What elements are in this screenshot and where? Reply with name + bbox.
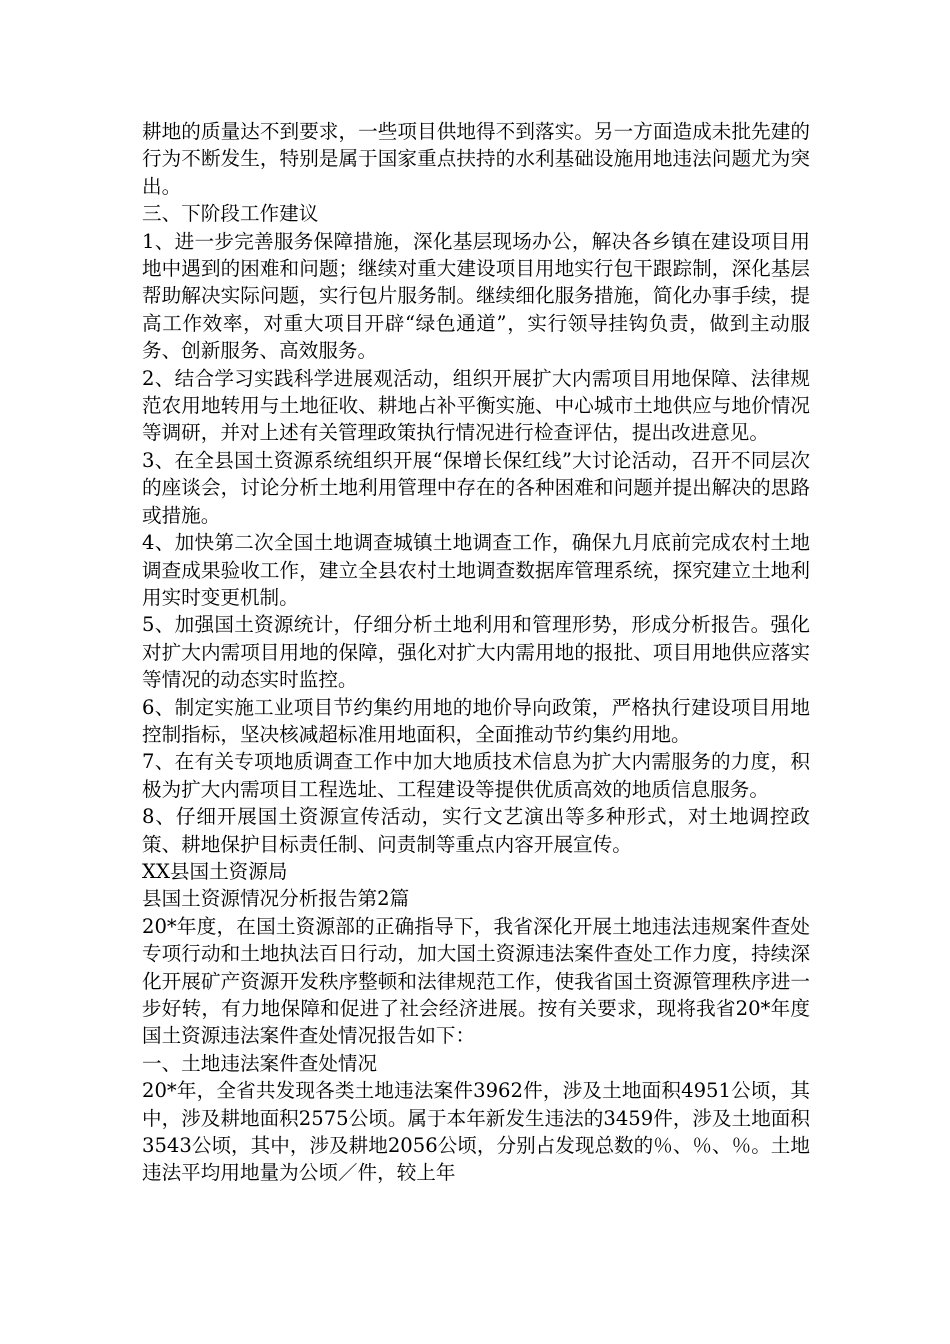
paragraph-item-5: 5、加强国土资源统计，仔细分析土地利用和管理形势，形成分析报告。强化对扩大内需项目用地的保障，强化对扩大内需用地的报批、项目用地供应落实等情况的动态实时监控。 — [142, 613, 810, 692]
signature-bureau: XX县国土资源局 — [142, 859, 288, 883]
paragraph-item-1: 1、进一步完善服务保障措施，深化基层现场办公，解决各乡镇在建设项目用地中遇到的困难和问题；继续对重大建设项目用地实行包干跟踪制，深化基层帮助解决实际问题，实行包片服务制。继续细化服务措施，简化办事手续，提高工作效率，对重大项目开辟“绿色通道”，实行领导挂钩负责，做到主动服务、创新服务、高效服务。 — [142, 229, 810, 363]
paragraph-item-2: 2、结合学习实践科学进展观活动，组织开展扩大内需项目用地保障、法律规范农用地转用与土地征收、耕地占补平衡实施、中心城市土地供应与地价情况等调研，并对上述有关管理政策执行情况进行检查评估，提出改进意见。 — [142, 366, 810, 445]
paragraph-item-3: 3、在全县国土资源系统组织开展“保增长保红线”大讨论活动，召开不同层次的座谈会，讨论分析土地利用管理中存在的各种困难和问题并提出解决的思路或措施。 — [142, 448, 810, 527]
section-heading-next-stage: 三、下阶段工作建议 — [142, 202, 319, 226]
paragraph-intro: 20*年度，在国土资源部的正确指导下，我省深化开展土地违法违规案件查处专项行动和土地执法百日行动，加大国土资源违法案件查处工作力度，持续深化开展矿产资源开发秩序整顿和法律规范工作，使我省国土资源管理秩序进一步好转，有力地保障和促进了社会经济进展。按有关要求，现将我省20*年度国土资源违法案件查处情况报告如下： — [142, 914, 810, 1048]
paragraph-continuation: 耕地的质量达不到要求，一些项目供地得不到落实。另一方面造成未批先建的行为不断发生，特别是属于国家重点扶持的水利基础设施用地违法问题尤为突出。 — [142, 120, 810, 198]
report-title-part-2: 县国土资源情况分析报告第2篇 — [142, 887, 410, 911]
paragraph-item-7: 7、在有关专项地质调查工作中加大地质技术信息为扩大内需服务的力度，积极为扩大内需项目工程选址、工程建设等提供优质高效的地质信息服务。 — [142, 750, 810, 801]
document-page — [142, 118, 810, 1187]
section-heading-land-cases: 一、土地违法案件查处情况 — [142, 1051, 378, 1075]
paragraph-item-4: 4、加快第二次全国土地调查城镇土地调查工作，确保九月底前完成农村土地调查成果验收工作，建立全县农村土地调查数据库管理系统，探究建立土地利用实时变更机制。 — [142, 531, 810, 609]
paragraph-item-8: 8、仔细开展国土资源宣传活动，实行文艺演出等多种形式，对土地调控政策、耕地保护目标责任制、问责制等重点内容开展宣传。 — [142, 805, 810, 856]
paragraph-item-6: 6、制定实施工业项目节约集约用地的地价导向政策，严格执行建设项目用地控制指标，坚决核减超标准用地面积，全面推动节约集约用地。 — [142, 695, 810, 746]
paragraph-land-case-stats: 20*年，全省共发现各类土地违法案件3962件，涉及土地面积4951公顷，其中，涉及耕地面积2575公顷。属于本年新发生违法的3459件，涉及土地面积3543公顷，其中，涉及耕地2056公顷，分别占发现总数的％、％、％。土地违法平均用地量为公顷／件，较上年 — [142, 1079, 810, 1185]
